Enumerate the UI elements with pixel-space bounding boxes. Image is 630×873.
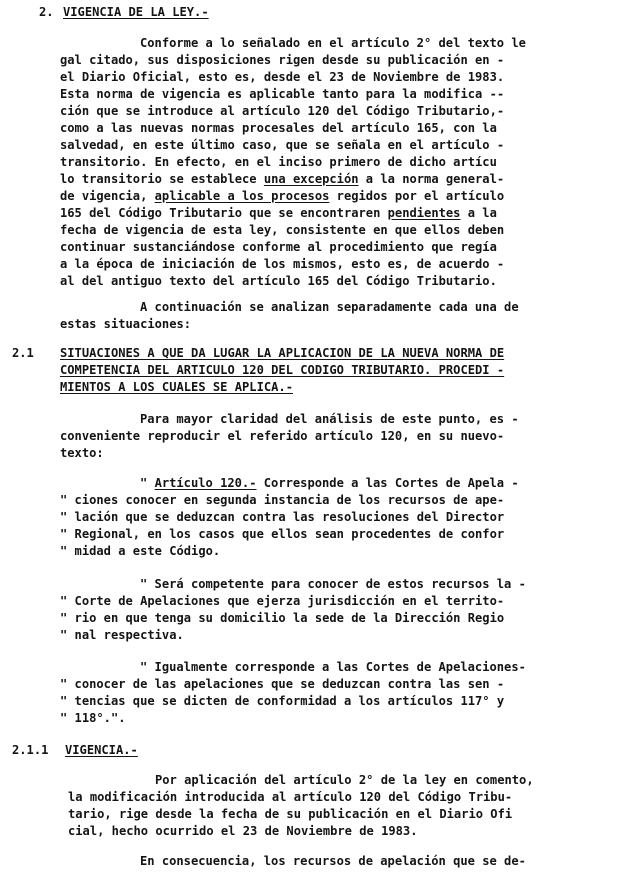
quote-line: " Corte de Apelaciones que ejerza jurisdicción en el territo- <box>60 594 505 608</box>
section-number: 2. <box>39 5 54 19</box>
quote-line: " conocer de las apelaciones que se deduzcan contra las sen - <box>60 677 505 691</box>
paragraph-line: conveniente reproducir el referido artículo 120, en su nuevo- <box>60 429 505 443</box>
subsection-number: 2.1 <box>12 346 34 360</box>
quote-line: " 118°.". <box>60 711 126 725</box>
quote-line: " Regional, en los casos que ellos sean procedentes de confor <box>60 527 505 541</box>
subsection-title-line: MIENTOS A LOS CUALES SE APLICA.- <box>60 380 293 394</box>
paragraph-line: Esta norma de vigencia es aplicable tanto para la modifica -- <box>60 87 505 101</box>
paragraph-line: continuar sustanciándose conforme al procedimiento que regía <box>60 240 497 254</box>
paragraph-line: En consecuencia, los recursos de apelación que se de- <box>140 854 526 868</box>
paragraph-line: lo transitorio se establece una excepción a la norma general- <box>60 172 505 186</box>
paragraph-line: Para mayor claridad del análisis de este punto, es - <box>140 412 519 426</box>
underlined-phrase: Artículo 120.- <box>154 476 257 490</box>
quote-line: " Será competente para conocer de estos recursos la - <box>140 577 526 591</box>
subsection-title-line: SITUACIONES A QUE DA LUGAR LA APLICACION DE LA NUEVA NORMA DE <box>60 346 505 360</box>
quote-line: " Igualmente corresponde a las Cortes de Apelaciones- <box>140 660 526 674</box>
quote-line: " rio en que tenga su domicilio la sede de la Dirección Regio <box>60 611 505 625</box>
section-title: VIGENCIA DE LA LEY.- <box>63 5 209 19</box>
paragraph-line: A continuación se analizan separadamente cada una de <box>140 300 519 314</box>
paragraph-line: la modificación introducida al artículo 120 del Código Tribu- <box>68 790 513 804</box>
underlined-phrase: pendientes <box>387 206 461 220</box>
underlined-phrase: una excepción <box>263 172 359 186</box>
paragraph-line: transitorio. En efecto, en el inciso primero de dicho artícu <box>60 155 497 169</box>
paragraph-line: el Diario Oficial, esto es, desde el 23 de Noviembre de 1983. <box>60 70 505 84</box>
subsection-title-line: COMPETENCIA DEL ARTICULO 120 DEL CODIGO TRIBUTARIO. PROCEDI - <box>60 363 505 377</box>
subsection-number: 2.1.1 <box>12 743 49 757</box>
quote-line: " nal respectiva. <box>60 628 184 642</box>
quote-line: " midad a este Código. <box>60 544 221 558</box>
paragraph-line: gal citado, sus disposiciones rigen desde su publicación en - <box>60 53 505 67</box>
paragraph-line: como a las nuevas normas procesales del artículo 165, con la <box>60 121 497 135</box>
paragraph-line: tario, rige desde la fecha de su publicación en el Diario Ofi <box>68 807 513 821</box>
quote-line: " tencias que se dicten de conformidad a los artículos 117° y <box>60 694 505 708</box>
paragraph-line: texto: <box>60 446 104 460</box>
quote-line: " Artículo 120.- Corresponde a las Cortes de Apela - <box>140 476 519 490</box>
underlined-phrase: aplicable a los procesos <box>154 189 330 203</box>
paragraph-line: 165 del Código Tributario que se encontraren pendientes a la <box>60 206 497 220</box>
paragraph-line: cial, hecho ocurrido el 23 de Noviembre de 1983. <box>68 824 418 838</box>
paragraph-line: Por aplicación del artículo 2° de la ley en comento, <box>155 773 534 787</box>
paragraph-line: a la época de iniciación de los mismos, esto es, de acuerdo - <box>60 257 505 271</box>
paragraph-line: Conforme a lo señalado en el artículo 2° del texto le <box>140 36 526 50</box>
paragraph-line: salvedad, en este último caso, que se señala en el artículo - <box>60 138 505 152</box>
quote-line: " lación que se deduzcan contra las resoluciones del Director <box>60 510 505 524</box>
quote-line: " ciones conocer en segunda instancia de los recursos de ape- <box>60 493 505 507</box>
subsection-title: VIGENCIA.- <box>65 743 138 757</box>
paragraph-line: fecha de vigencia de esta ley, consistente en que ellos deben <box>60 223 505 237</box>
paragraph-line: de vigencia, aplicable a los procesos regidos por el artículo <box>60 189 505 203</box>
paragraph-line: estas situaciones: <box>60 317 192 331</box>
paragraph-line: ción que se introduce al artículo 120 del Código Tributario,- <box>60 104 505 118</box>
paragraph-line: al del antiguo texto del artículo 165 del Código Tributario. <box>60 274 497 288</box>
